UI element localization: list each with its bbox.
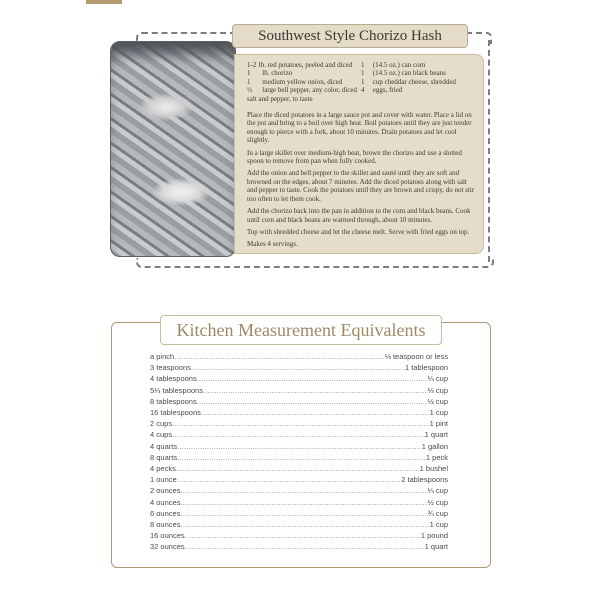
measurement-from: 4 cups xyxy=(150,430,173,440)
leader-dots xyxy=(180,509,427,518)
recipe-step: Add the onion and bell pepper to the skillet and sauté until they are soft and browned on the edges, about 7 minutes. Add the diced potatoes along with salt and pepper to taste. Cook the potatoes until they are brown and crispy, do not stir too often to let them cook. xyxy=(247,169,475,203)
recipe-step: Add the chorizo back into the pan in addition to the corn and black beans. Cook until corn and black beans are warmed through, about 10 minutes. xyxy=(247,207,471,224)
ingredient-qty: 1 xyxy=(361,61,365,69)
measurement-from: 1 ounce xyxy=(150,475,177,485)
measurement-row xyxy=(150,452,448,463)
recipe-title: Southwest Style Chorizo Hash xyxy=(258,27,442,44)
measurement-to: 1 cup xyxy=(429,408,448,418)
ingredient-qty: 1 xyxy=(247,77,251,86)
measurement-to: 1 cup xyxy=(429,519,448,529)
recipe-servings: Makes 4 servings. xyxy=(247,240,298,249)
measurement-from: 4 pecks xyxy=(150,463,176,473)
ingredient-text: (14.5 oz.) can black beans xyxy=(372,69,446,78)
leader-dots xyxy=(174,352,384,361)
ingredient-qty: 1-2 xyxy=(247,61,257,69)
leader-dots xyxy=(176,464,420,473)
leader-dots xyxy=(191,363,405,372)
dashed-frame-right xyxy=(488,40,490,262)
measurement-to: ¼ cup xyxy=(427,374,448,384)
measurement-from: 4 ounces xyxy=(150,497,181,507)
ingredient-qty: 1 xyxy=(247,69,251,78)
ingredient-text: eggs, fried xyxy=(372,86,403,95)
ingredient-text: medium yellow onion, diced xyxy=(262,77,343,86)
leader-dots xyxy=(197,374,428,383)
measurement-from: 16 tablespoons xyxy=(150,408,201,418)
ingredient-item xyxy=(247,61,361,69)
measurement-row xyxy=(150,429,448,440)
measurement-to: 1 peck xyxy=(425,452,448,462)
leader-dots xyxy=(177,442,422,451)
measurement-from: 8 ounces xyxy=(150,519,181,529)
measurement-row xyxy=(150,474,448,485)
ingredient-qty: ½ xyxy=(247,86,253,95)
ingredient-text: cup cheddar cheese, shredded xyxy=(372,77,456,86)
recipe-photo xyxy=(110,41,236,257)
measurement-row xyxy=(150,362,448,373)
recipe-card xyxy=(234,54,484,254)
measurement-to: ½ cup xyxy=(427,497,448,507)
recipe-step: Place the diced potatoes in a large sauce pot and cover with water. Place a lid on the pot and bring to a boil over high heat. Boil potatoes until they are just tender enough to pierce with a fork, about 10 minutes. Drain potatoes and let cool slightly. xyxy=(247,111,472,145)
ingredient-text: lb. chorizo xyxy=(262,69,293,78)
measurement-to: 2 tablespoons xyxy=(401,475,448,485)
measurement-row xyxy=(150,508,448,519)
measurement-row xyxy=(150,530,448,541)
measurement-row xyxy=(150,463,448,474)
measurement-to: 1 quart xyxy=(424,542,448,552)
measurement-to: 1 quart xyxy=(424,430,448,440)
leader-dots xyxy=(185,531,421,540)
ingredient-item: salt and pepper, to taste xyxy=(247,94,313,103)
leader-dots xyxy=(201,408,430,417)
leader-dots xyxy=(180,520,429,529)
recipe-title-box xyxy=(232,24,468,48)
leader-dots xyxy=(172,419,430,428)
leader-dots xyxy=(185,542,425,551)
ingredient-item xyxy=(361,69,475,77)
recipe-step: In a large skillet over medium-high heat, brown the chorizo and use a slotted spoon to remove from pan when fully cooked. xyxy=(247,148,462,166)
measurement-to: ⅛ teaspoon or less xyxy=(384,352,448,362)
ingredient-item xyxy=(247,78,361,86)
measurement-row xyxy=(150,541,448,552)
measurement-row xyxy=(150,396,448,407)
leader-dots xyxy=(180,486,427,495)
leader-dots xyxy=(180,498,427,507)
measurement-to: 1 tablespoon xyxy=(405,363,448,373)
ingredient-qty: 1 xyxy=(361,69,365,78)
measurement-from: 8 tablespoons xyxy=(150,396,197,406)
leader-dots xyxy=(172,430,425,439)
dashed-frame-bottom xyxy=(136,258,494,268)
measurement-to: 1 pound xyxy=(420,531,448,541)
ingredient-text: lb. red potatoes, peeled and diced xyxy=(258,61,353,69)
measurement-from: 4 quarts xyxy=(150,441,178,451)
recipe-steps xyxy=(247,111,475,249)
ingredient-qty: 1 xyxy=(361,77,365,86)
ingredient-item xyxy=(361,86,475,94)
ingredients xyxy=(247,61,475,103)
measurement-to: 1 pint xyxy=(429,419,448,429)
measurement-to: 1 bushel xyxy=(419,463,448,473)
measurement-row xyxy=(150,373,448,384)
measurement-from: a pinch xyxy=(150,352,175,362)
measurement-from: 6 ounces xyxy=(150,508,181,518)
recipe-step: Top with shredded cheese and let the cheese melt. Serve with fried eggs on top. xyxy=(247,227,470,236)
ingredient-item xyxy=(361,78,475,86)
ingredient-text: (14.5 oz.) can corn xyxy=(372,61,426,69)
measurement-row xyxy=(150,519,448,530)
measurement-from: 5⅓ tablespoons xyxy=(150,385,203,395)
measurement-to: 1 gallon xyxy=(421,441,448,451)
measurement-from: 8 quarts xyxy=(150,452,178,462)
measurement-row xyxy=(150,385,448,396)
ingredients-right-column xyxy=(361,61,475,103)
ingredient-qty: 4 xyxy=(361,86,365,95)
measurement-title: Kitchen Measurement Equivalents xyxy=(176,319,426,340)
measurement-from: 16 ounces xyxy=(150,531,185,541)
measurement-to: ⅓ cup xyxy=(427,385,448,395)
leader-dots xyxy=(197,397,428,406)
leader-dots xyxy=(177,453,426,462)
measurement-row xyxy=(150,351,448,362)
measurement-from: 2 ounces xyxy=(150,486,181,496)
measurement-title-box xyxy=(160,315,442,345)
measurement-to: ¾ cup xyxy=(427,508,448,518)
leader-dots xyxy=(203,386,428,395)
measurement-row xyxy=(150,407,448,418)
ingredient-item xyxy=(247,69,361,77)
measurement-from: 2 cups xyxy=(150,419,173,429)
measurement-row xyxy=(150,496,448,507)
measurement-row xyxy=(150,485,448,496)
ingredient-item xyxy=(247,86,361,94)
leader-dots xyxy=(177,475,402,484)
measurement-to: ½ cup xyxy=(427,396,448,406)
measurement-from: 3 teaspoons xyxy=(150,363,191,373)
measurement-from: 32 ounces xyxy=(150,542,185,552)
measurement-from: 4 tablespoons xyxy=(150,374,197,384)
ingredient-text: large bell pepper, any color, diced xyxy=(262,86,357,95)
measurement-row xyxy=(150,418,448,429)
measurement-to: ¼ cup xyxy=(427,486,448,496)
measurement-list xyxy=(150,351,448,552)
ingredients-left-column xyxy=(247,61,361,103)
ingredient-item xyxy=(361,61,475,69)
measurement-row xyxy=(150,441,448,452)
corner-tab-decoration xyxy=(86,0,122,4)
